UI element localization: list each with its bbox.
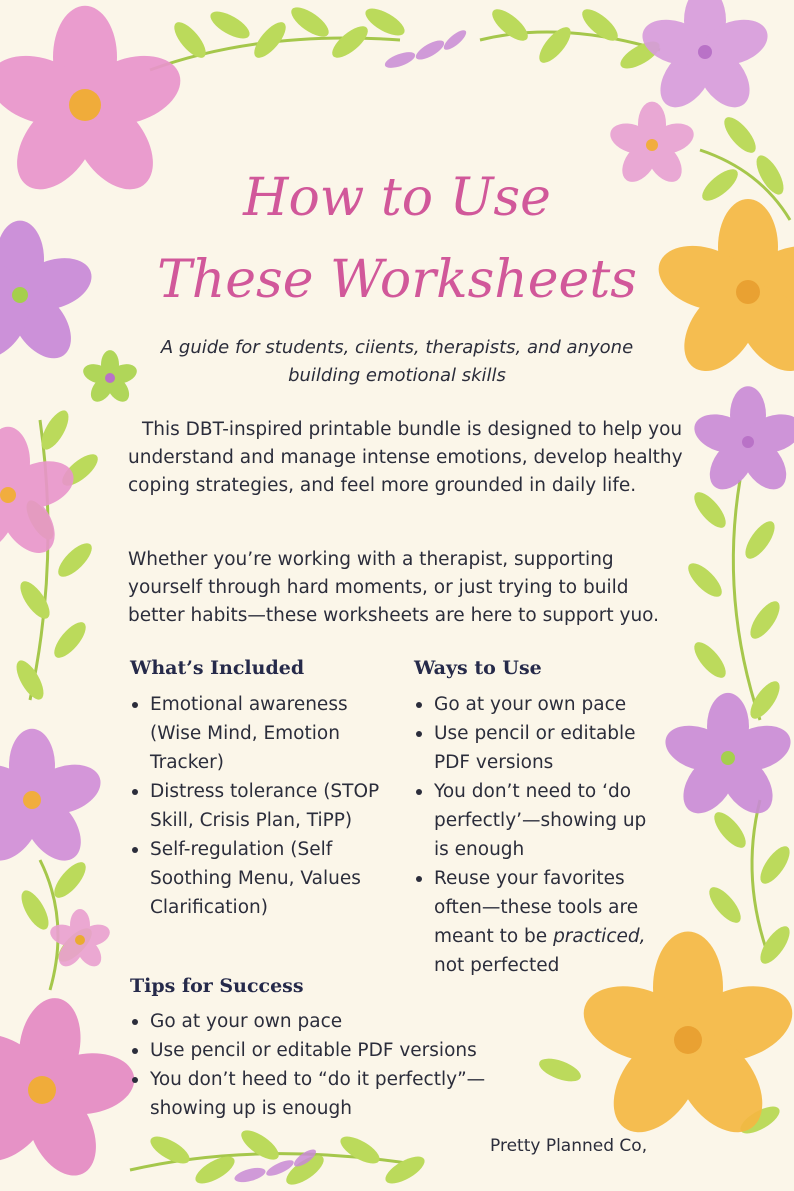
ways-to-use-list xyxy=(414,690,654,980)
brand-signature: Pretty Planned Co, xyxy=(490,1136,648,1156)
whats-included-heading: What’s Included xyxy=(130,657,305,679)
list-item: You don’t need to ‘do perfectly’—showing up is enough xyxy=(414,777,654,864)
page-title-line-1: How to Use xyxy=(243,168,551,228)
page-title-line-2: These Worksheets xyxy=(157,250,637,310)
list-item-text-end: not perfected xyxy=(434,955,560,976)
subtitle: A guide for students, ciients, therapists, and anyone building emotional skills xyxy=(160,337,634,386)
intro-paragraph-2: Whether you’re working with a therapist, supporting yourself through hard moments, or just trying to build better habits—these worksheets are here to support yuo. xyxy=(128,549,660,626)
list-item: Self-regulation (Self Soothing Menu, Values Clarification) xyxy=(130,835,380,922)
list-item: You don’t heed to “do it perfectly”— showing up is enough xyxy=(130,1065,510,1123)
list-item-text-start: Reuse your favorites often—these tools are meant to be xyxy=(434,868,639,947)
list-item: Emotional awareness (Wise Mind, Emotion Tracker) xyxy=(130,690,380,777)
list-item: Use pencil or editable PDF versions xyxy=(130,1036,530,1065)
ways-to-use-heading: Ways to Use xyxy=(414,657,542,679)
list-item xyxy=(414,864,654,980)
list-item: Go at your own pace xyxy=(130,1007,530,1036)
tips-list xyxy=(130,1007,530,1123)
list-item: Distress tolerance (STOP Skill, Crisis Plan, TiPP) xyxy=(130,777,380,835)
tips-heading: Tips for Success xyxy=(130,975,304,997)
list-item-emphasis: practiced, xyxy=(553,926,646,947)
list-item: Use pencil or editable PDF versions xyxy=(414,719,654,777)
whats-included-list xyxy=(130,690,380,922)
list-item: Go at your own pace xyxy=(414,690,654,719)
intro-paragraph-1: This DBT-inspired printable bundle is designed to help you understand and manage intense emotions, develop healthy coping strategies, and feel more grounded in daily life. xyxy=(128,419,683,496)
